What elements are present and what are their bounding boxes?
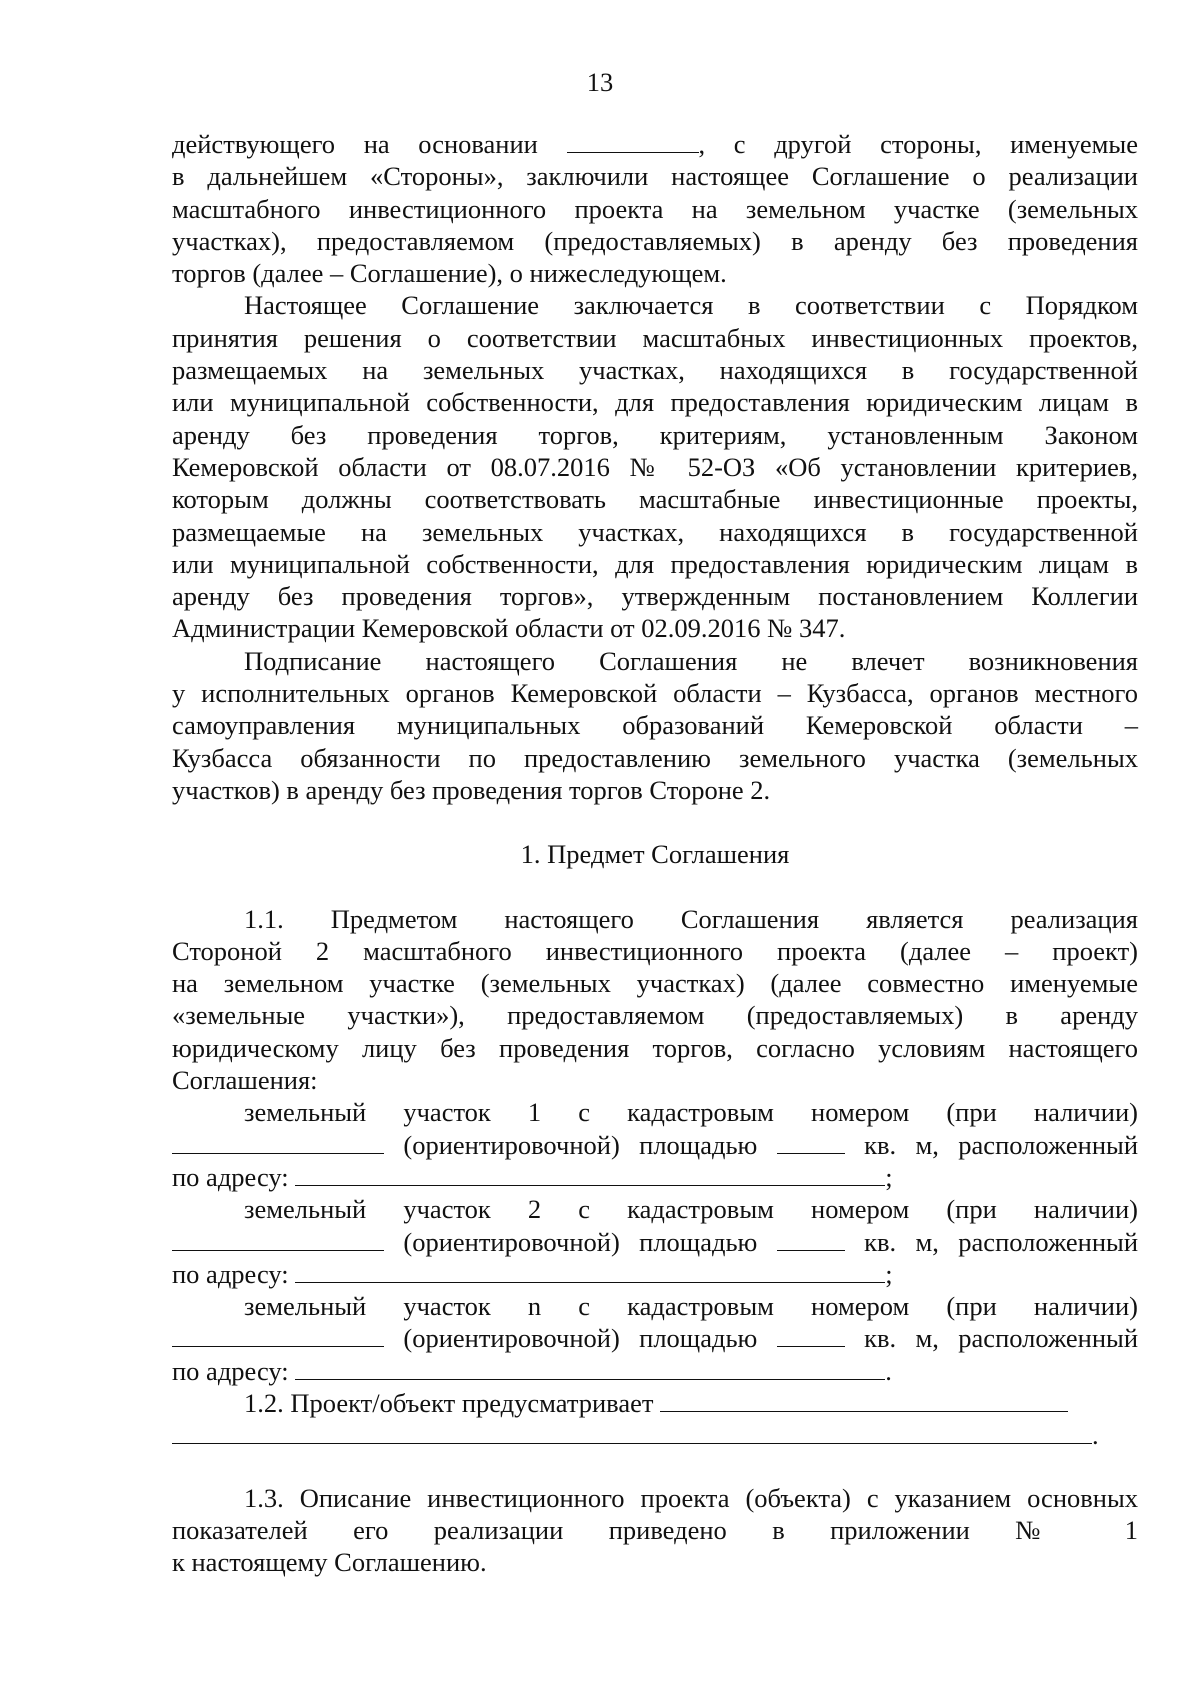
text-line: самоуправления муниципальных образований Кемеровской области – bbox=[172, 710, 1138, 741]
text-line: или муниципальной собственности, для предоставления юридическим лицам в bbox=[172, 387, 1138, 418]
paragraph-legal-basis bbox=[172, 289, 1138, 644]
intro-line-4: участках), предоставляемом (предоставляемых) в аренду без проведения bbox=[172, 225, 1138, 256]
page-number: 13 bbox=[586, 67, 614, 97]
clause-1-1 bbox=[172, 903, 1138, 1097]
intro-paragraph bbox=[172, 128, 1138, 289]
text-line: которым должны соответствовать масштабные инвестиционные проекты, bbox=[172, 484, 1138, 515]
text-line: участков) в аренду без проведения торгов Стороне 2. bbox=[172, 774, 771, 805]
project-blank-continued bbox=[172, 1421, 1092, 1444]
land-plot-1 bbox=[172, 1096, 1138, 1193]
project-blank bbox=[660, 1389, 1068, 1412]
intro-line-2: в дальнейшем «Стороны», заключили настоящее Соглашение о реализации bbox=[172, 161, 1138, 192]
spacer bbox=[172, 1452, 1138, 1482]
text-line: Настоящее Соглашение заключается в соответствии с Порядком bbox=[244, 290, 1138, 321]
paragraph-no-obligation bbox=[172, 645, 1138, 806]
section-heading: 1. Предмет Соглашения bbox=[520, 839, 790, 870]
text-line: к настоящему Соглашению. bbox=[172, 1547, 487, 1578]
text-line: принятия решения о соответствии масштабных инвестиционных проектов, bbox=[172, 322, 1138, 353]
plot-line: земельный участок 2 с кадастровым номером (при наличии) bbox=[244, 1194, 1138, 1225]
land-plot-n bbox=[172, 1290, 1138, 1387]
intro-line-5: торгов (далее – Соглашение), о нижеследующем. bbox=[172, 258, 727, 289]
text-line: «земельные участки»), предоставляемом (предоставляемых) в аренду bbox=[172, 1000, 1138, 1031]
area-blank bbox=[777, 1131, 845, 1154]
text-line: 1.1. Предметом настоящего Соглашения является реализация bbox=[244, 903, 1138, 934]
text-line: или муниципальной собственности, для предоставления юридическим лицам в bbox=[172, 548, 1138, 579]
basis-blank bbox=[567, 130, 699, 153]
text-line: у исполнительных органов Кемеровской области – Кузбасса, органов местного bbox=[172, 678, 1138, 709]
text-line: аренду без проведения торгов, критериям, установленным Законом bbox=[172, 419, 1138, 450]
clause-1-3 bbox=[172, 1482, 1138, 1579]
cadastral-blank bbox=[172, 1228, 384, 1251]
intro-line-1: действующего на основании , с другой стороны, именуемые bbox=[172, 129, 1138, 159]
text-line: аренду без проведения торгов», утвержденным постановлением Коллегии bbox=[172, 581, 1138, 612]
plot-line: земельный участок 1 с кадастровым номером (при наличии) bbox=[244, 1097, 1138, 1128]
cadastral-blank bbox=[172, 1131, 384, 1154]
text-line: Подписание настоящего Соглашения не влечет возникновения bbox=[244, 645, 1138, 676]
address-blank bbox=[295, 1163, 885, 1186]
text-line: юридическому лицу без проведения торгов, согласно условиям настоящего bbox=[172, 1032, 1138, 1063]
plot-line: по адресу: ; bbox=[172, 1161, 893, 1192]
text-line: показателей его реализации приведено в приложении № 1 bbox=[172, 1514, 1138, 1545]
text-line: Администрации Кемеровской области от 02.09.2016 № 347. bbox=[172, 613, 846, 644]
clause-1-2 bbox=[172, 1387, 1138, 1452]
intro-line-3: масштабного инвестиционного проекта на земельном участке (земельных bbox=[172, 193, 1138, 224]
plot-line: (ориентировочной) площадью кв. м, расположенный bbox=[172, 1129, 1138, 1161]
text-line: Соглашения: bbox=[172, 1065, 318, 1096]
plot-line: по адресу: . bbox=[172, 1355, 892, 1386]
plot-line: (ориентировочной) площадью кв. м, расположенный bbox=[172, 1322, 1138, 1354]
address-blank bbox=[295, 1260, 885, 1283]
text-line: . bbox=[172, 1419, 1138, 1451]
text-line: 1.2. Проект/объект предусматривает bbox=[172, 1387, 1138, 1419]
text-line: Кемеровской области от 08.07.2016 № 52-ОЗ «Об установлении критериев, bbox=[172, 451, 1138, 482]
text-line: на земельном участке (земельных участках) (далее совместно именуемые bbox=[172, 968, 1138, 999]
area-blank bbox=[777, 1324, 845, 1347]
text-line: Кузбасса обязанности по предоставлению земельного участка (земельных bbox=[172, 742, 1138, 773]
text-line: 1.3. Описание инвестиционного проекта (объекта) с указанием основных bbox=[244, 1482, 1138, 1513]
text-line: Стороной 2 масштабного инвестиционного проекта (далее – проект) bbox=[172, 935, 1138, 966]
cadastral-blank bbox=[172, 1324, 384, 1347]
plot-line: по адресу: ; bbox=[172, 1258, 893, 1289]
text-line: размещаемые на земельных участках, находящихся в государственной bbox=[172, 516, 1138, 547]
land-plot-2 bbox=[172, 1193, 1138, 1290]
document-body bbox=[172, 128, 1138, 1578]
text-line: размещаемых на земельных участках, находящихся в государственной bbox=[172, 355, 1138, 386]
area-blank bbox=[777, 1228, 845, 1251]
plot-line: земельный участок n с кадастровым номером (при наличии) bbox=[244, 1291, 1138, 1322]
address-blank bbox=[295, 1357, 885, 1380]
plot-line: (ориентировочной) площадью кв. м, расположенный bbox=[172, 1226, 1138, 1258]
